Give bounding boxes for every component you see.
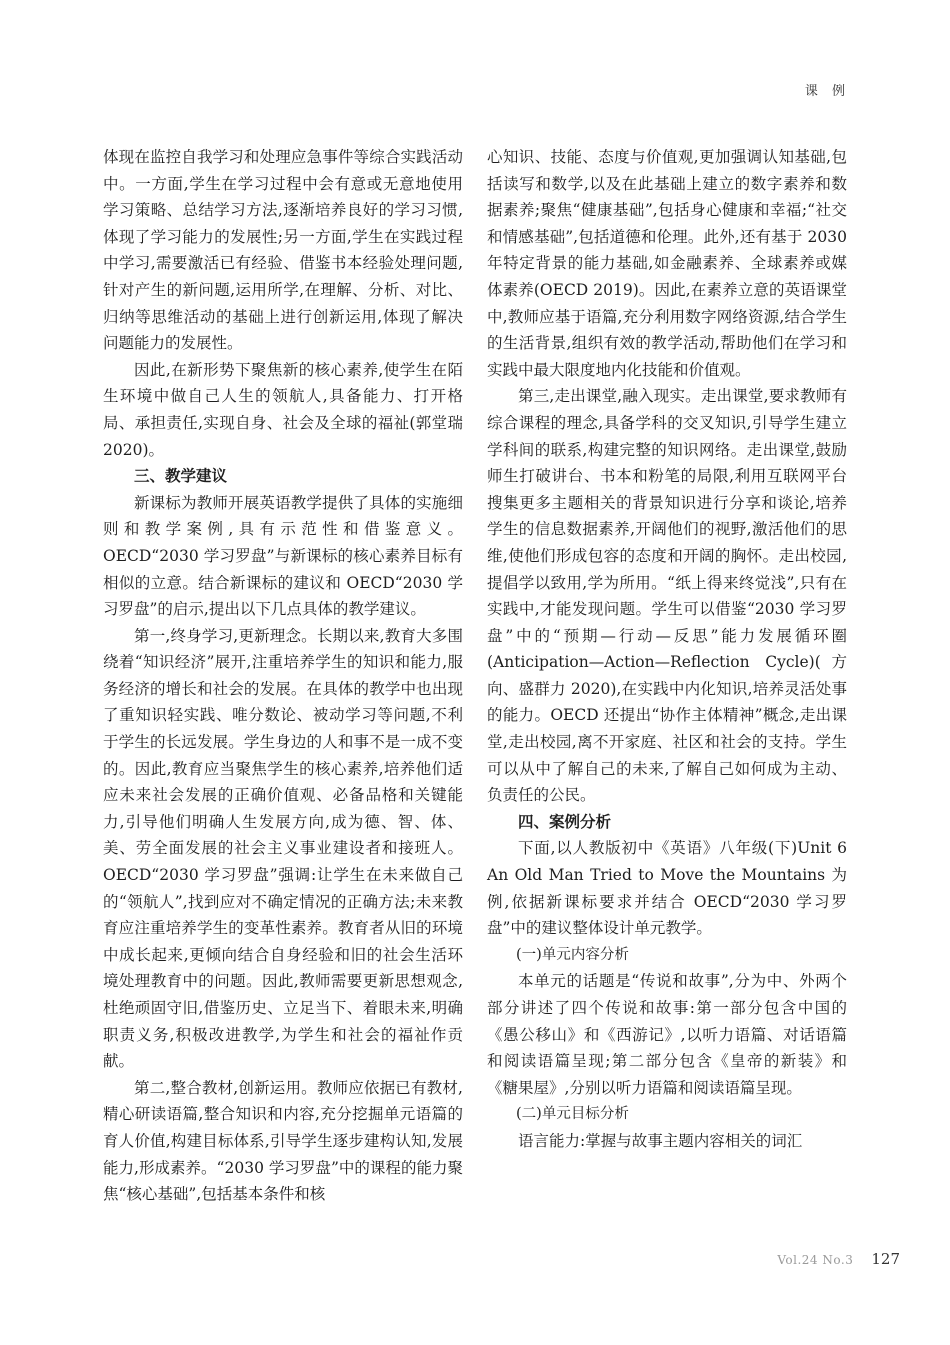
body-paragraph: 心知识、技能、态度与价值观,更加强调认知基础,包括读写和数学,以及在此基础上建立的数字素养和数据素养;聚焦“健康基础”,包括身心健康和幸福;“社交和情感基础”,包括道德和伦理。此外,还有基于 2030 年特定背景的能力基础,如金融素养、全球素养或媒体素养(OECD 2019)。因此,在素养立意的英语课堂中,教师应基于语篇,充分利用数字网络资源,结合学生的生活背景,组织有效的教学活动,帮助他们在学习和实践中最大限度地内化技能和价值观。 (487, 148, 847, 379)
page-number: 127 (871, 1250, 900, 1268)
journal-issue: Vol.24 No.3 (777, 1253, 854, 1267)
left-column (103, 144, 463, 1208)
body-paragraph: 下面,以人教版初中《英语》八年级(下)Unit 6 An Old Man Tried to Move the Mountains 为例,依据新课标要求并结合 OECD“2030 学习罗盘”中的建议整体设计单元教学。 (487, 839, 847, 938)
body-paragraph: 新课标为教师开展英语教学提供了具体的实施细则和教学案例,具有示范性和借鉴意义。OECD“2030 学习罗盘”与新课标的核心素养目标有相似的立意。结合新课标的建议和 OECD“2030 学习罗盘”的启示,提出以下几点具体的教学建议。 (103, 493, 463, 619)
body-paragraph: 第二,整合教材,创新运用。教师应依据已有教材,精心研读语篇,整合知识和内容,充分挖掘单元语篇的育人价值,构建目标体系,引导学生逐步建构认知,发展能力,形成素养。“2030 学习罗盘”中的课程的能力聚焦“核心基础”,包括基本条件和核 (103, 1078, 463, 1204)
body-paragraph: 本单元的话题是“传说和故事”,分为中、外两个部分讲述了四个传说和故事:第一部分包含中国的《愚公移山》和《西游记》,以听力语篇、对话语篇和阅读语篇呈现;第二部分包含《皇帝的新装》和《糖果屋》,分别以听力语篇和阅读语篇呈现。 (487, 972, 847, 1097)
section-header-label: 课 例 (804, 84, 850, 99)
section-heading-case-analysis: 四、案例分析 (518, 812, 612, 831)
body-paragraph: 语言能力:掌握与故事主题内容相关的词汇 (518, 1131, 803, 1150)
subsection-heading-unit-content: (一)单元内容分析 (516, 946, 629, 963)
subsection-heading-unit-goals: (二)单元目标分析 (516, 1106, 629, 1123)
section-heading-teaching-suggestions: 三、教学建议 (134, 467, 228, 486)
body-paragraph: 体现在监控自我学习和处理应急事件等综合实践活动中。一方面,学生在学习过程中会有意或无意地使用学习策略、总结学习方法,逐渐培养良好的学习习惯,体现了学习能力的发展性;另一方面,学生在实践过程中学习,需要激活已有经验、借鉴书本经验处理问题,针对产生的新问题,运用所学,在理解、分析、对比、归纳等思维活动的基础上进行创新运用,体现了解决问题能力的发展性。 (103, 148, 463, 353)
body-paragraph: 第一,终身学习,更新理念。长期以来,教育大多围绕着“知识经济”展开,注重培养学生的知识和能力,服务经济的增长和社会的发展。在具体的教学中也出现了重知识轻实践、唯分数论、被动学习等问题,不利于学生的长远发展。学生身边的人和事不是一成不变的。因此,教育应当聚焦学生的核心素养,培养他们适应未来社会发展的正确价值观、必备品格和关键能力,引导他们明确人生发展方向,成为德、智、体、美、劳全面发展的社会主义事业建设者和接班人。OECD“2030 学习罗盘”强调:让学生在未来做自己的“领航人”,找到应对不确定情况的正确方法;未来教育应注重培养学生的变革性素养。教育者从旧的环境中成长起来,更倾向结合自身经验和旧的社会生活环境处理教育中的问题。因此,教师需要更新思想观念,杜绝顽固守旧,借鉴历史、立足当下、着眼未来,明确职责义务,积极改进教学,为学生和社会的福祉作贡献。 (103, 626, 463, 1071)
right-column (487, 144, 847, 1155)
body-paragraph: 因此,在新形势下聚焦新的核心素养,使学生在陌生环境中做自己人生的领航人,具备能力、打开格局、承担责任,实现自身、社会及全球的福祉(郭堂瑞 2020)。 (103, 360, 463, 459)
body-paragraph: 第三,走出课堂,融入现实。走出课堂,要求教师有综合课程的理念,具备学科的交叉知识,引导学生建立学科间的联系,构建完整的知识网络。走出课堂,鼓励师生打破讲台、书本和粉笔的局限,利用互联网平台搜集更多主题相关的背景知识进行分享和谈论,培养学生的信息数据素养,开阔他们的视野,激活他们的思维,使他们形成包容的态度和开阔的胸怀。走出校园,提倡学以致用,学为所用。“纸上得来终觉浅”,只有在实践中,才能发现问题。学生可以借鉴“2030 学习罗盘”中的“预期—行动—反思”能力发展循环圈(Anticipation—Action—Reflection Cycle)(方向、盛群力 2020),在实践中内化知识,培养灵活处事的能力。OECD 还提出“协作主体精神”概念,走出课堂,走出校园,离不开家庭、社区和社会的支持。学生可以从中了解自己的未来,了解自己如何成为主动、负责任的公民。 (487, 387, 847, 805)
page-footer (777, 1250, 900, 1268)
